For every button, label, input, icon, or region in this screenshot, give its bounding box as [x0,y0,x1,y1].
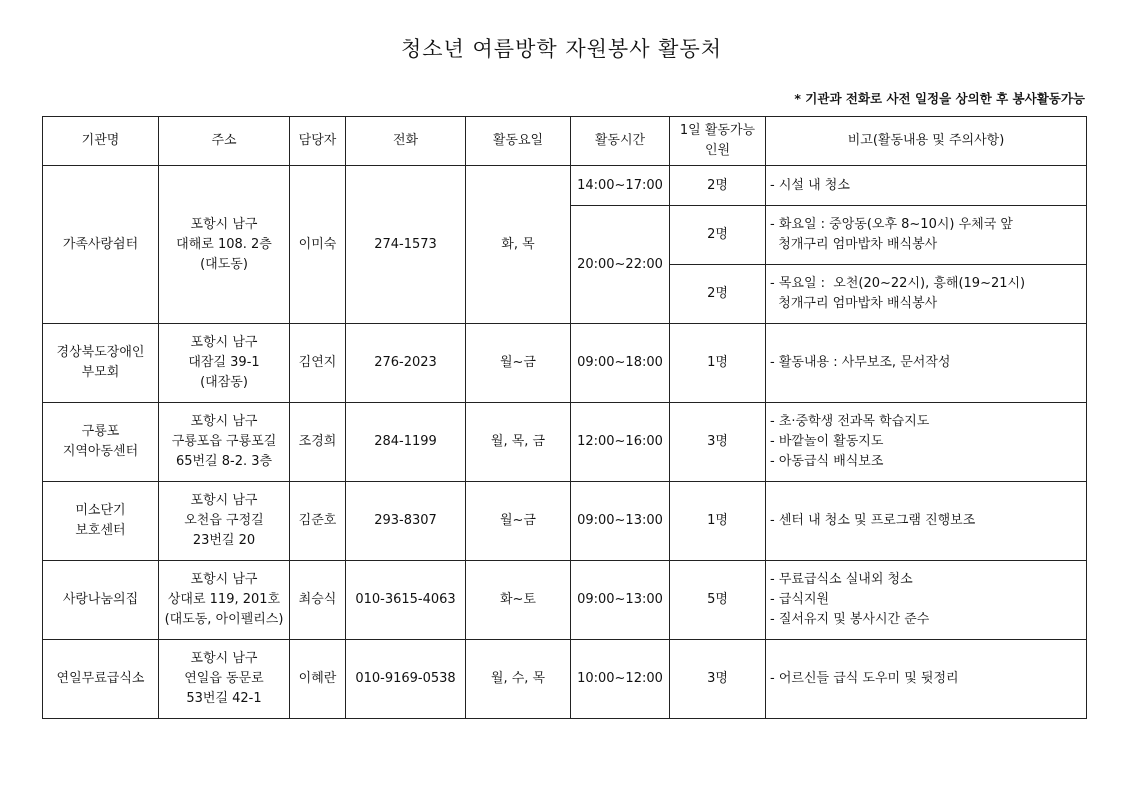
cell-time: 20:00~22:00 [571,206,670,324]
address-line: 53번길 42-1 [186,691,262,706]
address-line: 포항시 남구 [190,414,258,429]
cell-address [159,640,290,719]
remarks-line: - 급식지원 [770,592,830,607]
volunteer-table [42,116,1087,719]
cell-time: 10:00~12:00 [571,640,670,719]
org-line: 경상북도장애인 [56,345,145,360]
table-row [43,640,1087,719]
notice-text: * 기관과 전화로 사전 일정을 상의한 후 봉사활동가능 [794,91,1085,106]
remarks-line: 청개구리 엄마밥차 배식봉사 [770,237,938,252]
remarks-line: - 목요일 : 오천(20~22시), 흥해(19~21시) [770,276,1026,291]
address-line: 포항시 남구 [190,651,258,666]
cell-capacity: 1명 [670,482,766,561]
header-capacity [670,117,766,166]
remarks-line: 청개구리 엄마밥차 배식봉사 [770,296,938,311]
cell-phone: 293-8307 [346,482,466,561]
remarks-line: - 질서유지 및 봉사시간 준수 [770,612,930,627]
cell-capacity: 3명 [670,640,766,719]
cell-org [43,403,159,482]
header-capacity-line: 1일 활동가능 [679,123,756,138]
address-line: 구룡포읍 구룡포길 [171,434,277,449]
cell-remarks [766,324,1087,403]
address-line: (대도동, 아이펠리스) [164,612,284,627]
header-org: 기관명 [43,117,159,166]
cell-remarks [766,482,1087,561]
header-time: 활동시간 [571,117,670,166]
cell-capacity: 3명 [670,403,766,482]
table-row [43,561,1087,640]
cell-org [43,324,159,403]
cell-phone: 010-3615-4063 [346,561,466,640]
cell-time: 09:00~18:00 [571,324,670,403]
table-row [43,482,1087,561]
page-title: 청소년 여름방학 자원봉사 활동처 [400,37,723,61]
remarks-line: - 어르신들 급식 도우미 및 뒷정리 [770,671,959,686]
remarks-line: - 화요일 : 중앙동(오후 8~10시) 우체국 앞 [770,217,1013,232]
table-row [43,403,1087,482]
org-line: 가족사랑쉼터 [62,236,139,252]
cell-person: 이혜란 [290,640,346,719]
header-phone: 전화 [346,117,466,166]
address-line: 포항시 남구 [190,493,258,508]
address-line: 포항시 남구 [190,335,258,350]
org-line: 구룡포 [81,424,120,439]
cell-remarks [766,206,1087,265]
address-line: 오천읍 구정길 [184,513,264,528]
header-capacity-line: 인원 [704,143,731,158]
address-line: 상대로 119, 201호 [167,592,281,607]
table-header-row [43,117,1087,166]
cell-days: 월, 수, 목 [466,640,571,719]
cell-phone: 284-1199 [346,403,466,482]
cell-remarks [766,561,1087,640]
table-row [43,324,1087,403]
org-line: 지역아동센터 [62,444,139,459]
address-line: 연일읍 동문로 [184,671,264,686]
org-line: 부모회 [81,365,120,380]
header-person: 담당자 [290,117,346,166]
cell-remarks [766,640,1087,719]
org-line: 보호센터 [75,523,126,538]
cell-remarks [766,265,1087,324]
address-line: 포항시 남구 [190,572,258,587]
table-row [43,166,1087,206]
remarks-line: - 아동급식 배식보조 [770,454,884,469]
cell-person: 김준호 [290,482,346,561]
cell-person: 김연지 [290,324,346,403]
remarks-line: - 초·중학생 전과목 학습지도 [770,414,930,429]
cell-capacity: 2명 [670,206,766,265]
cell-remarks [766,403,1087,482]
header-remarks: 비고(활동내용 및 주의사항) [766,117,1087,166]
cell-time: 14:00~17:00 [571,166,670,206]
cell-remarks [766,166,1087,206]
cell-capacity: 2명 [670,166,766,206]
org-line: 연일무료급식소 [56,671,145,686]
remarks-line: - 시설 내 청소 [770,177,850,193]
cell-org [43,166,159,324]
cell-org [43,482,159,561]
cell-phone: 010-9169-0538 [346,640,466,719]
address-line: (대잠동) [200,375,248,390]
cell-days: 월~금 [466,324,571,403]
remarks-line: - 센터 내 청소 및 프로그램 진행보조 [770,513,976,528]
remarks-line: - 활동내용 : 사무보조, 문서작성 [770,355,951,370]
cell-person: 이미숙 [290,166,346,324]
cell-org [43,640,159,719]
header-address: 주소 [159,117,290,166]
cell-days: 화, 목 [466,166,571,324]
address-line: 대해로 108. 2층 [176,236,272,252]
org-line: 미소단기 [75,503,126,518]
cell-capacity: 2명 [670,265,766,324]
cell-address [159,166,290,324]
cell-person: 최승식 [290,561,346,640]
remarks-line: - 바깥놀이 활동지도 [770,434,884,449]
cell-person: 조경희 [290,403,346,482]
address-line: 65번길 8-2. 3층 [175,454,273,469]
cell-days: 월, 목, 금 [466,403,571,482]
cell-address [159,403,290,482]
address-line: 23번길 20 [192,533,256,548]
address-line: 대잠길 39-1 [188,355,260,370]
cell-days: 월~금 [466,482,571,561]
cell-time: 09:00~13:00 [571,561,670,640]
cell-capacity: 1명 [670,324,766,403]
cell-time: 09:00~13:00 [571,482,670,561]
cell-phone: 276-2023 [346,324,466,403]
remarks-line: - 무료급식소 실내외 청소 [770,572,913,587]
cell-address [159,324,290,403]
cell-address [159,482,290,561]
cell-phone: 274-1573 [346,166,466,324]
address-line: 포항시 남구 [190,216,258,232]
header-days: 활동요일 [466,117,571,166]
cell-time: 12:00~16:00 [571,403,670,482]
cell-days: 화~토 [466,561,571,640]
cell-capacity: 5명 [670,561,766,640]
org-line: 사랑나눔의집 [62,592,139,607]
cell-address [159,561,290,640]
address-line: (대도동) [200,256,248,272]
cell-org [43,561,159,640]
